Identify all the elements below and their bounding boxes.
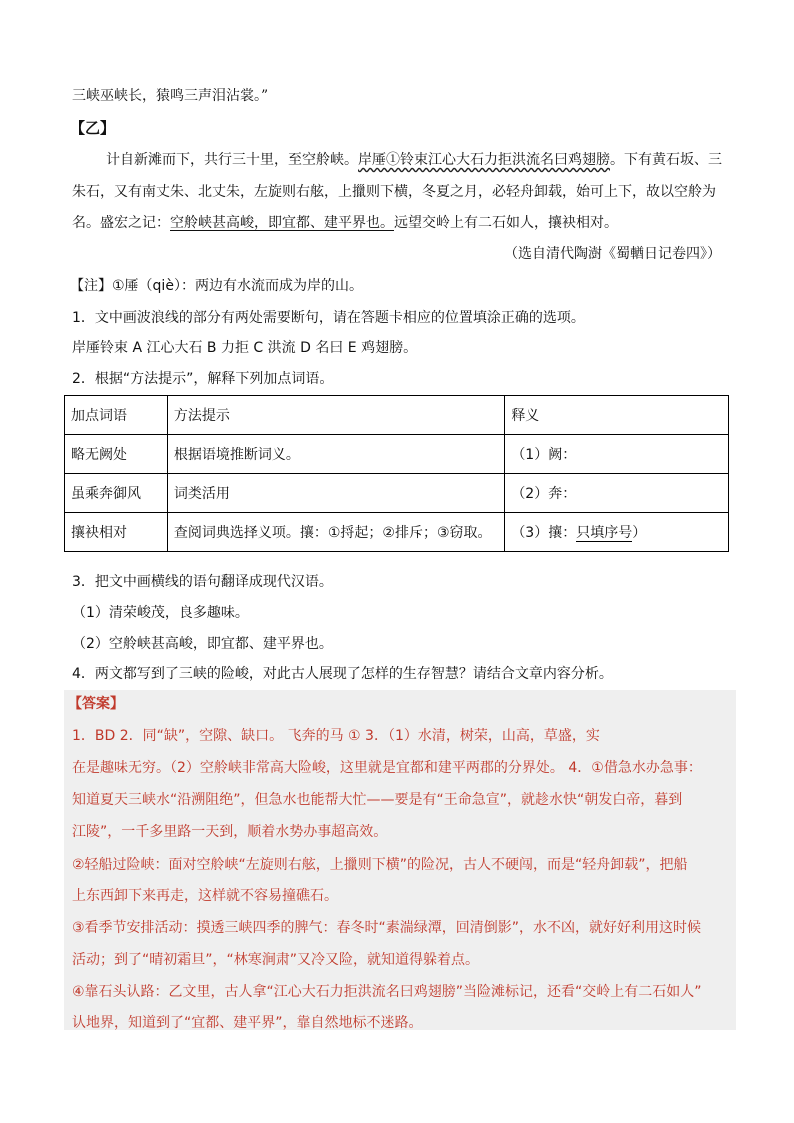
table-cell: 查阅词典选择义项。攘：①捋起；②排斥；③窃取。: [167, 513, 504, 552]
wavy-underlined-passage: 岸厜①铃束江心大石力拒洪流名曰鸡翅膀: [358, 152, 610, 168]
answer-line: 江陵”，一千多里路一天到，顺着水势办事超高效。: [72, 824, 388, 840]
answer-line: ②轻船过险峡：面对空舲峡“左旋则右舷，上擸则下横”的险况，古人不硬闯，而是“轻舟卸载”，把船: [72, 857, 688, 873]
annotation-note: 【注】①厜（qiè）：两边有水流而成为岸的山。: [70, 278, 363, 294]
table-header-cell: 释义: [505, 396, 729, 435]
table-cell: 略无阙处: [65, 435, 168, 474]
yi-text-line-1: [106, 150, 722, 170]
answer-line: 认地界，知道到了“宜都、建平界”，靠自然地标不迷路。: [72, 1015, 423, 1031]
question-3-stem: 3．把文中画横线的语句翻译成现代汉语。: [72, 574, 333, 590]
table-cell: （1）阙：: [505, 435, 729, 474]
answer-line: ③看季节安排活动：摸透三峡四季的脾气：春冬时“素湍绿潭，回清倒影”，水不凶，就好好利用这时候: [72, 920, 702, 936]
underlined-sentence: 空舲峡甚高峻，即宜都、建平界也。: [170, 215, 394, 231]
table-cell: （2）奔：: [505, 474, 729, 513]
table-cell: （3）攘：只填序号）: [505, 513, 729, 552]
yi-text-line-3: [72, 213, 618, 233]
answer-line: 知道夏天三峡水“沿溯阻绝”，但急水也能帮大忙——要是有“王命急宣”，就趁水快“朝发白帝，暮到: [72, 792, 683, 808]
answer-tag: 【答案】: [68, 696, 124, 712]
question-3-sentence-1: （1）清荣峻茂，良多趣味。: [72, 605, 249, 621]
yi-text-part: 名。盛宏之记：: [72, 215, 170, 231]
question-4-stem: 4．两文都写到了三峡的险峻，对此古人展现了怎样的生存智慧？请结合文章内容分析。: [72, 666, 613, 682]
answer-line: 上东西卸下来再走，这样就不容易撞礁石。: [72, 888, 338, 904]
question-2-stem: 2．根据“方法提示”，解释下列加点词语。: [72, 371, 334, 387]
yi-text-part: 计自新滩而下，共行三十里，至空舲峡。: [106, 152, 358, 168]
jia-text-tail: 三峡巫峡长，猿鸣三声泪沾裳。”: [72, 88, 269, 104]
answer-line: 活动；到了“晴初霜旦”，“林寒涧肃”又冷又险，就知道得躲着点。: [72, 952, 480, 968]
question-3-sentence-2: （2）空舲峡甚高峻，即宜都、建平界也。: [72, 636, 333, 652]
table-cell: 词类活用: [167, 474, 504, 513]
fill-hint: 只填序号: [576, 525, 633, 541]
question-1-options: 岸厜铃束 A 江心大石 B 力拒 C 洪流 D 名曰 E 鸡翅膀。: [72, 340, 418, 356]
table-row: [65, 435, 729, 474]
answer-line: ④靠石头认路：乙文里，古人拿“江心大石力拒洪流名曰鸡翅膀”当险滩标记，还看“交岭上有二石如人”: [72, 984, 702, 1000]
table-header-cell: 方法提示: [167, 396, 504, 435]
yi-text-part: 。下有黄石坂、三: [610, 152, 722, 168]
table-cell: 虽乘奔御风: [65, 474, 168, 513]
question-1-stem: 1．文中画波浪线的部分有两处需要断句，请在答题卡相应的位置填涂正确的选项。: [72, 310, 585, 326]
table-cell-text: （3）攘：: [511, 525, 577, 541]
yi-text-line-2: 朱石，又有南丈朱、北丈朱，左旋则右舷，上擸则下横，冬夏之月，必轻舟卸载，始可上下，故以空舲为: [72, 184, 716, 200]
yi-heading: 【乙】: [70, 119, 116, 137]
table-row: [65, 513, 729, 552]
table-cell: 攘袂相对: [65, 513, 168, 552]
table-row: [65, 474, 729, 513]
table-header-row: [65, 396, 729, 435]
table-cell: 根据语境推断词义。: [167, 435, 504, 474]
yi-text-part: 远望交岭上有二石如人，攘袂相对。: [394, 215, 618, 231]
answer-line: 1．BD 2．同“缺”，空隙、缺口。 飞奔的马 ① 3．（1）水清，树荣，山高，草盛，实: [72, 728, 600, 744]
source-citation: （选自清代陶澍《蜀輶日记卷四》）: [504, 246, 721, 262]
table-header-cell: 加点词语: [65, 396, 168, 435]
answer-line: 在是趣味无穷。（2）空舲峡非常高大险峻，这里就是宜都和建平两郡的分界处。 4．①借急水办急事：: [72, 760, 702, 776]
method-table: [64, 395, 729, 552]
